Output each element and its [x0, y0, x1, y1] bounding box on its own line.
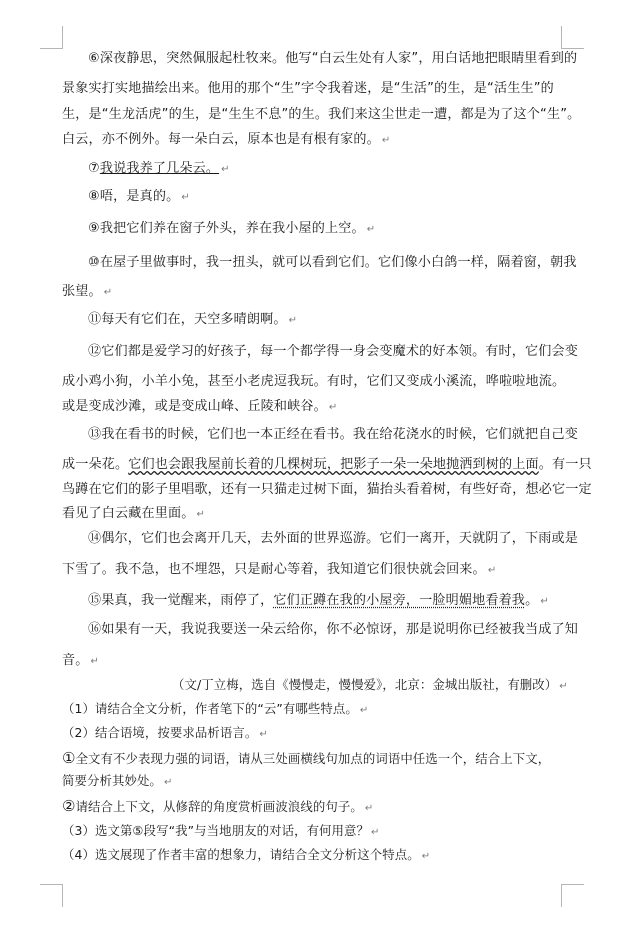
question-2-part-2-number: ② — [62, 797, 76, 815]
question-2-text: （2）结合语境，按要求品析语言。 — [62, 725, 258, 740]
paragraph-10-line-2-text: 张望。 — [62, 284, 102, 299]
question-2-part-2 — [62, 797, 564, 818]
paragraph-13-line-1: ⑬我在看书的时候，它们也一本正经在看书。我在给花浇水的时候，它们就把自己变 — [88, 427, 579, 442]
paragraph-9 — [88, 220, 564, 239]
paragraph-6-line-2: 景象实打实地描绘出来。他用的那个“生”字令我着迷，是“生活”的生，是“活生生”的 — [62, 81, 554, 96]
crop-mark-bottom-left — [40, 884, 63, 907]
question-2-part-1-line-1 — [62, 749, 564, 768]
paragraph-12-line-3-text: 或是变成沙滩，或是变成山峰、丘陵和峡谷。 — [62, 399, 327, 414]
paragraph-mark-icon: ↵ — [366, 224, 376, 235]
paragraph-mark-icon: ↵ — [371, 827, 380, 838]
question-1-text: （1）请结合全文分析，作者笔下的“云”有哪些特点。 — [62, 701, 358, 716]
underlined-sentence: 它们正蹲在我的小屋旁，一脸明媚地看着我 — [273, 593, 526, 608]
paragraph-mark-icon: ↵ — [163, 777, 173, 788]
paragraph-6-line-4-text: 白云，亦不例外。每一朵白云，原本也是有根有家的。 — [62, 132, 380, 147]
question-3-text: （3）选文第⑤段写“我”与当地朋友的对话，有何用意？ — [62, 823, 370, 838]
paragraph-7-number: ⑦ — [88, 161, 100, 176]
paragraph-13-line-4 — [62, 505, 564, 524]
paragraph-mark-icon: ↵ — [487, 565, 497, 576]
paragraph-mark-icon: ↵ — [381, 135, 391, 146]
paragraph-11-text: ⑪每天有它们在，天空多晴朗啊。 — [88, 312, 287, 327]
paragraph-mark-icon: ↵ — [328, 402, 338, 413]
paragraph-16-line-1: ⑯如果有一天，我说我要送一朵云给你，你不必惊讶，那是说明你已经被我当成了知 — [88, 622, 579, 637]
crop-mark-bottom-right — [561, 884, 584, 907]
paragraph-6-line-3: 生，是“生龙活虎”的生，是“生生不息”的生。我们来这尘世走一遭，都是为了这个“生”。 — [62, 107, 581, 122]
paragraph-14-line-2-text: 下雪了。我不急，也不埋怨，只是耐心等着，我知道它们很快就会回来。 — [62, 562, 486, 577]
paragraph-mark-icon: ↵ — [259, 729, 268, 740]
question-2-part-2-text: 请结合上下文，从修辞的角度赏析画波浪线的句子。 — [75, 799, 363, 814]
paragraph-10-line-2 — [62, 283, 564, 302]
question-2-part-1-text-cont: 简要分析其妙处。 — [62, 773, 162, 788]
paragraph-16-line-2 — [62, 652, 564, 671]
paragraph-15-start: ⑮果真，我一觉醒来，雨停了， — [88, 593, 274, 608]
question-4-text: （4）选文展现了作者丰富的想象力，请结合全文分析这个特点。 — [62, 847, 420, 862]
paragraph-12-line-3 — [62, 398, 564, 417]
paragraph-14-line-2 — [62, 561, 564, 580]
paragraph-7 — [88, 160, 564, 179]
question-2-part-1-number: ① — [62, 749, 76, 767]
paragraph-mark-icon: ↵ — [181, 192, 190, 203]
paragraph-mark-icon: ↵ — [90, 656, 100, 667]
paragraph-7-underlined-text: 我说我养了几朵云。 — [99, 161, 220, 176]
question-1 — [62, 700, 564, 720]
source-text: （文/丁立梅，选自《慢慢走，慢慢爱》，北京：金城出版社，有删改） — [172, 677, 558, 692]
paragraph-13-line-2-end: 。有一只 — [538, 457, 592, 472]
question-4 — [62, 846, 564, 866]
paragraph-mark-icon: ↵ — [103, 287, 113, 298]
paragraph-8-text: ⑧唔，是真的。 — [88, 189, 180, 204]
paragraph-10-line-1: ⑩在屋子里做事时，我一扭头，就可以看到它们。它们像小白鸽一样，隔着窗，朝我 — [88, 255, 577, 270]
paragraph-15-end: 。 — [525, 593, 539, 608]
paragraph-11 — [88, 311, 564, 330]
paragraph-8 — [88, 188, 564, 207]
paragraph-9-text: ⑨我把它们养在窗子外头，养在我小屋的上空。 — [88, 221, 365, 236]
paragraph-16-line-2-text: 音。 — [62, 653, 89, 668]
paragraph-mark-icon: ↵ — [421, 851, 431, 862]
paragraph-mark-icon: ↵ — [364, 803, 374, 814]
paragraph-6-line-1: ⑥深夜静思，突然佩服起杜牧来。他写“白云生处有人家”，用白话地把眼睛里看到的 — [88, 51, 578, 66]
paragraph-6-line-4 — [62, 131, 564, 150]
crop-mark-top-left — [40, 26, 63, 49]
paragraph-mark-icon: ↵ — [221, 164, 230, 175]
question-2-part-1-text: 全文有不少表现力强的词语，请从三处画横线句加点的词语中任选一个，结合上下文， — [75, 751, 551, 766]
wavy-underlined-sentence: 它们也会跟我屋前长着的几棵树玩，把影子一朵一朵地抛洒到树的上面 — [128, 457, 539, 472]
paragraph-mark-icon: ↵ — [288, 315, 298, 326]
paragraph-12-line-2: 成小鸡小狗，小羊小兔，甚至小老虎逗我玩。有时，它们又变成小溪流，哗啦啦地流。 — [62, 374, 566, 389]
source-attribution — [172, 676, 568, 696]
question-2 — [62, 724, 564, 744]
paragraph-mark-icon: ↵ — [359, 705, 369, 716]
paragraph-13-line-4-text: 看见了白云藏在里面。 — [62, 506, 195, 521]
paragraph-15 — [88, 592, 564, 611]
question-3 — [62, 822, 564, 842]
paragraph-14-line-1: ⑭偶尔，它们也会离开几天，去外面的世界巡游。它们一离开，天就阴了，下雨或是 — [88, 531, 579, 546]
paragraph-mark-icon: ↵ — [196, 509, 205, 520]
paragraph-mark-icon: ↵ — [540, 596, 549, 607]
paragraph-12-line-1: ⑫它们都是爱学习的好孩子，每一个都学得一身会变魔术的好本领。有时，它们会变 — [88, 344, 579, 359]
crop-mark-top-right — [561, 26, 584, 49]
paragraph-mark-icon: ↵ — [559, 681, 568, 692]
paragraph-13-line-3: 鸟蹲在它们的影子里唱歌，还有一只猫走过树下面，猫抬头看着树，有些好奇，想必它一定 — [62, 482, 592, 497]
question-2-part-1-line-2 — [62, 772, 564, 792]
paragraph-13-line-2-start: 成一朵花。 — [62, 457, 129, 472]
paragraph-13-line-2 — [62, 456, 592, 474]
